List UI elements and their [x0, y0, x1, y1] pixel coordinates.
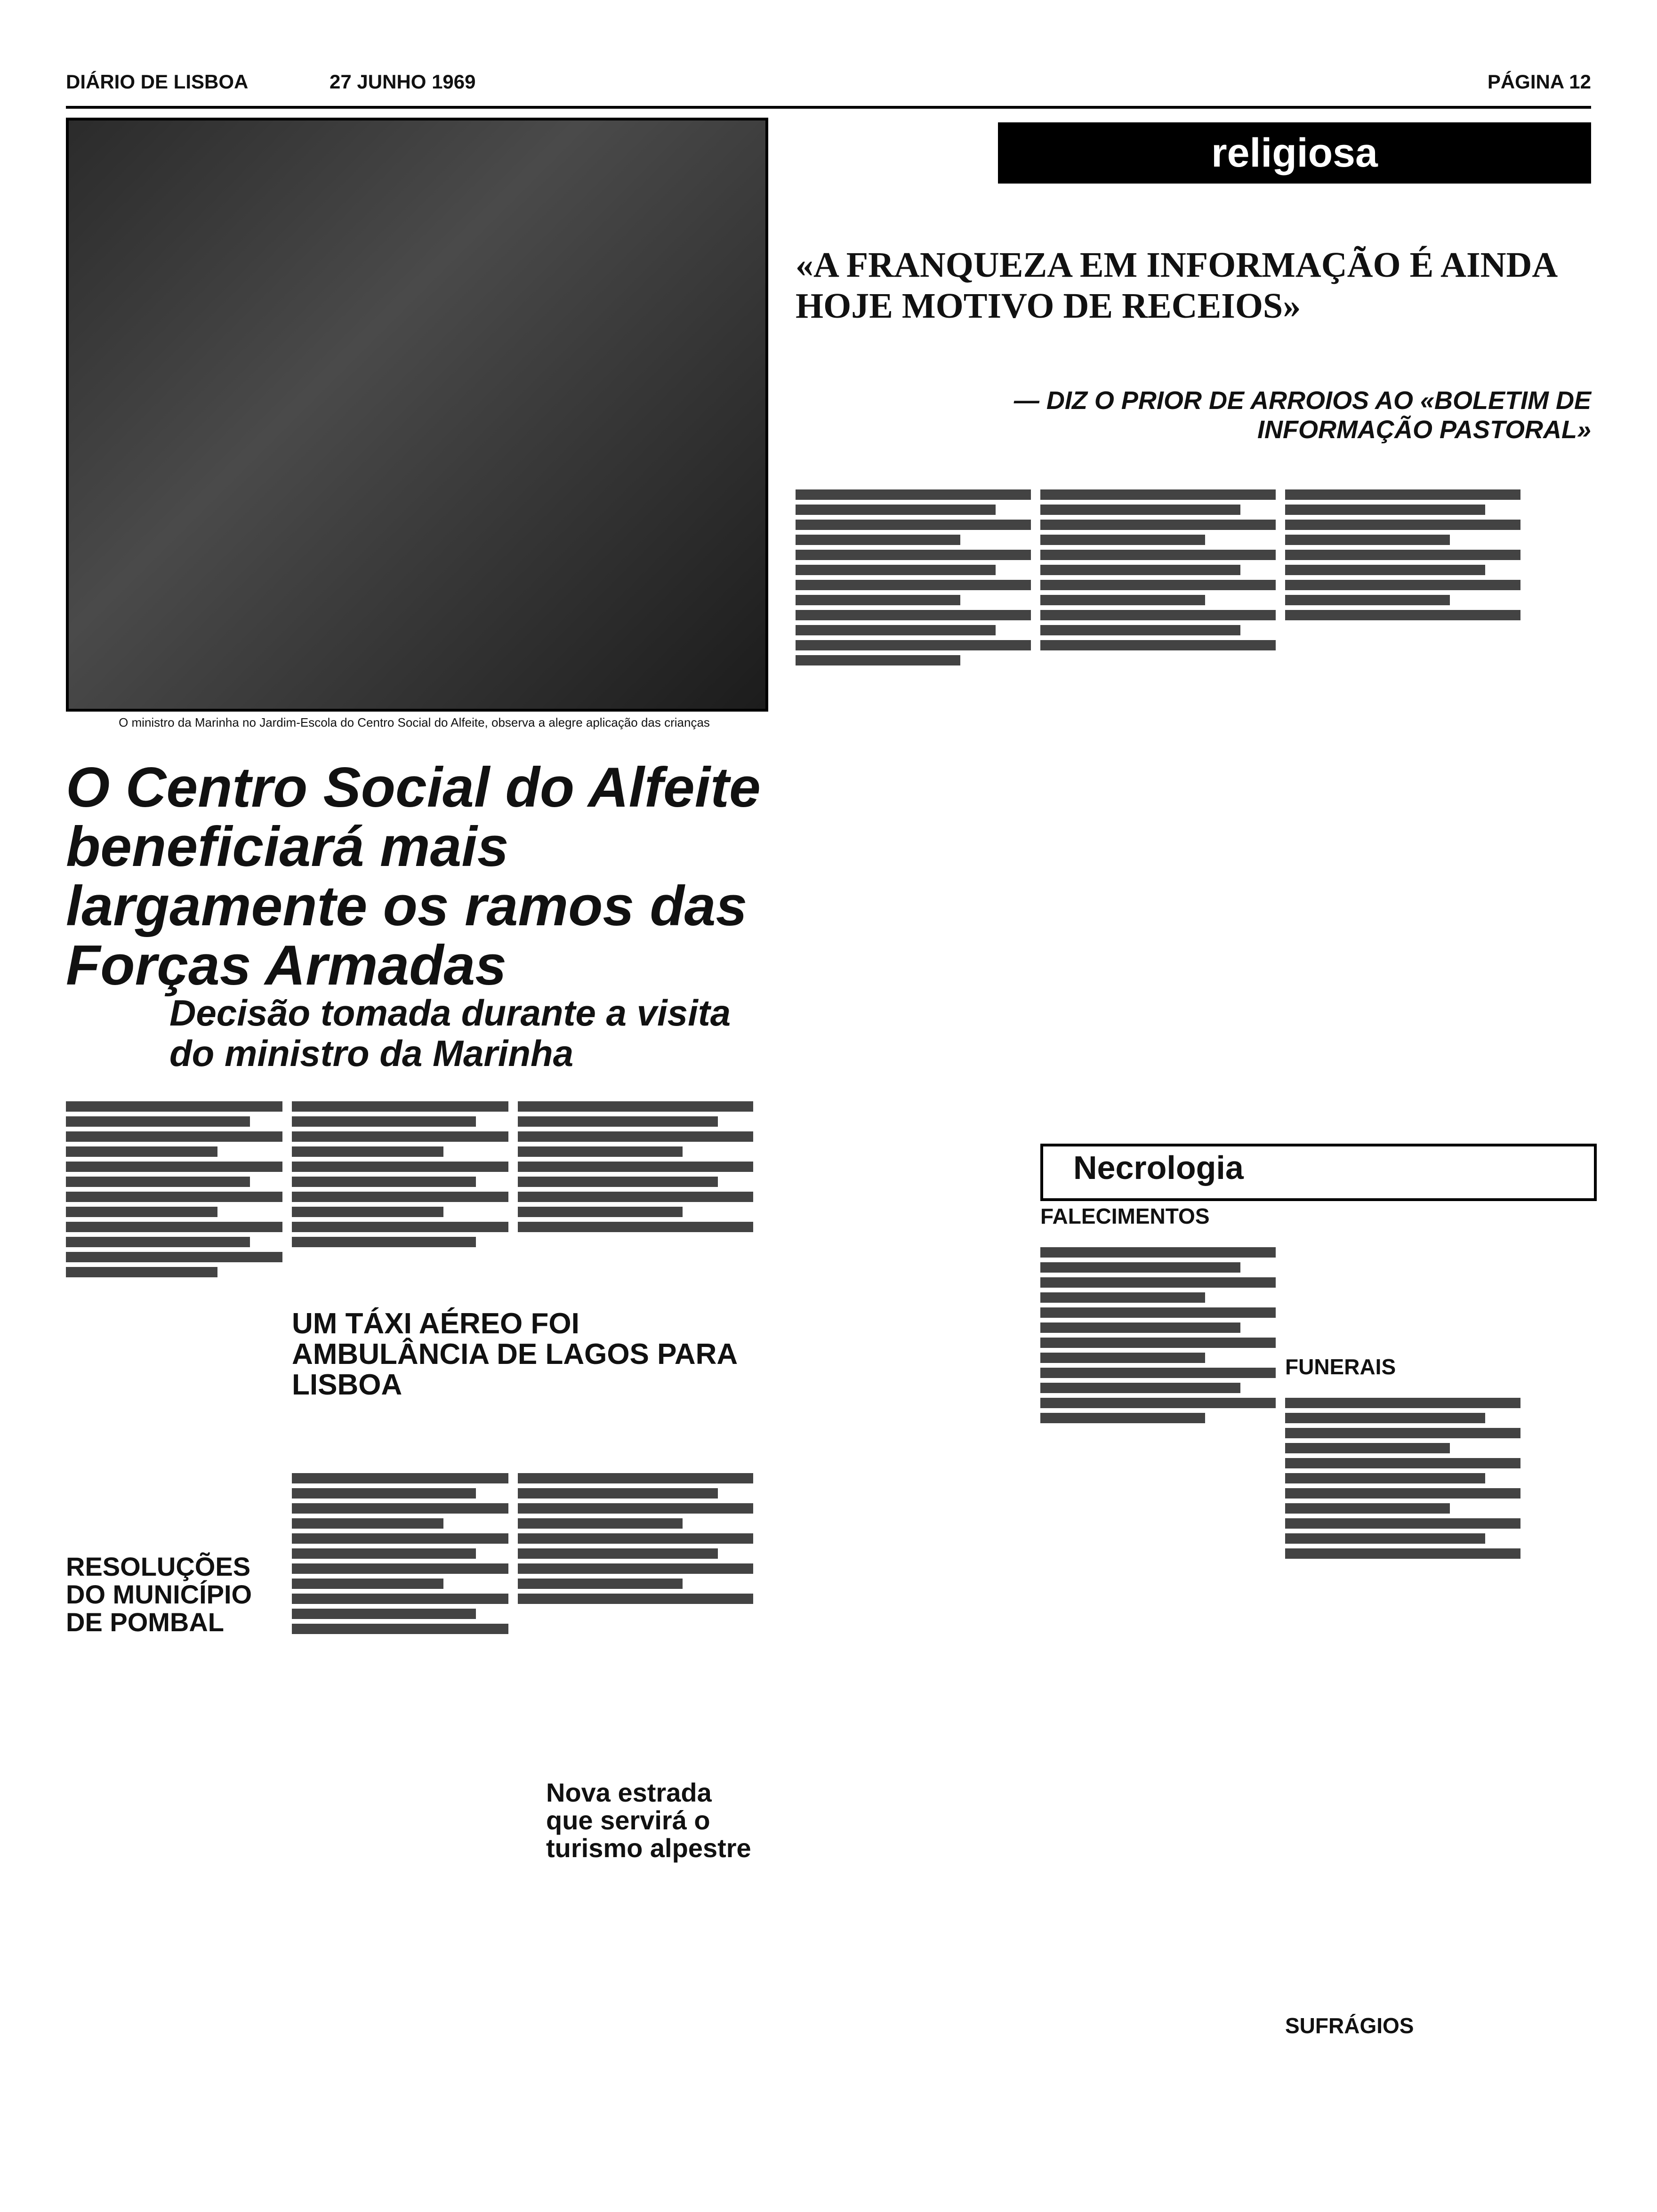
publication-date: 27 JUNHO 1969 [330, 71, 476, 93]
taxi-column-1 [292, 1468, 508, 1639]
necrologia-column-1 [1040, 1242, 1276, 1428]
page-number: PÁGINA 12 [1487, 71, 1591, 93]
headline-quote: — DIZ O PRIOR DE ARROIOS AO «BOLETIM DE INFORMAÇÃO PASTORAL» [1014, 386, 1591, 444]
taxi-column-2 [518, 1468, 753, 1609]
top-rule [66, 106, 1591, 109]
sufragios-title: SUFRÁGIOS [1285, 2013, 1414, 2038]
taxi-headline: UM TÁXI AÉREO FOI AMBULÂNCIA DE LAGOS PARA LISBOA [292, 1307, 737, 1402]
funerais-title: FUNERAIS [1285, 1354, 1396, 1379]
necrologia-column-2 [1285, 1393, 1520, 1563]
falecimentos-title: FALECIMENTOS [1040, 1204, 1210, 1228]
lead-subheadline: Decisão tomada durante a visita do ministro da Marinha [169, 992, 731, 1074]
left-column-2 [292, 1097, 508, 1252]
section-banner: religiosa [998, 122, 1591, 184]
publication-name: DIÁRIO DE LISBOA [66, 71, 249, 93]
road-headline: Nova estrada que servirá o turismo alpestre [546, 1778, 751, 1863]
news-photo [66, 118, 768, 712]
right-column-3 [1285, 485, 1520, 625]
pombal-headline: RESOLUÇÕES DO MUNICÍPIO DE POMBAL [66, 1552, 252, 1637]
necrologia-title: Necrologia [1073, 1149, 1244, 1186]
lead-headline: O Centro Social do Alfeite beneficiará mais largamente os ramos das Forças Armadas [66, 756, 761, 997]
left-column-1 [66, 1097, 282, 1282]
photo-caption: O ministro da Marinha no Jardim-Escola do Centro Social do Alfeite, observa a alegre aplicação das crianças [119, 715, 710, 729]
masthead [66, 71, 1591, 99]
right-column-1 [796, 485, 1031, 670]
main-headline: «A FRANQUEZA EM INFORMAÇÃO É AINDA HOJE MOTIVO DE RECEIOS» [796, 245, 1556, 326]
left-column-3 [518, 1097, 753, 1237]
right-column-2 [1040, 485, 1276, 655]
